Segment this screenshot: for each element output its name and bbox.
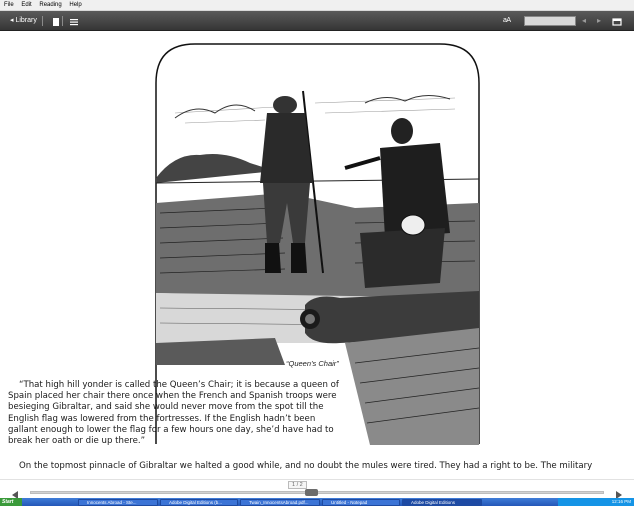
taskbar-item[interactable]: Adobe Digital Editions (b... [160,499,238,506]
taskbar-item[interactable]: Twain_InnocentsAbroad.pdf... [240,499,320,506]
page-slider-thumb[interactable] [305,489,318,496]
library-button[interactable]: ◂ Library [10,17,37,24]
page-indicator: 1 / 2 [288,481,307,489]
fullscreen-icon[interactable] [611,15,623,27]
windows-taskbar [0,498,634,506]
toolbar-divider [42,16,43,26]
reader-toolbar [0,11,634,31]
next-result-icon[interactable]: ▸ [596,16,601,25]
start-button[interactable]: Start [0,498,22,506]
menu-help[interactable]: Help [69,2,82,8]
taskbar-item-active[interactable]: Adobe Digital Editions [402,499,482,506]
taskbar-item[interactable]: Innocents Abroad - Ste... [78,499,158,506]
next-page-icon[interactable] [614,487,624,497]
menu-file[interactable]: File [4,2,14,8]
menu-edit[interactable]: Edit [21,2,32,8]
search-input[interactable] [524,16,576,26]
menu-reading[interactable]: Reading [39,2,62,8]
previous-result-icon[interactable]: ◂ [581,16,586,25]
bookmark-icon[interactable] [50,15,62,27]
system-tray-clock: 12:16 PM [558,498,634,506]
body-paragraph: “That high hill yonder is called the Queen’s Chair; it is because a queen of Spain placed her chair there once when the French and Spanish troops were besieging Gibraltar, and said she would never move from the spot till the English flag was lowered from the fortresses. If the English hadn’t been gallant enough to lower the flag for a few hours one day, she’d have had to break her oath or die up there.” [8,380,339,447]
page-navigation-bar [0,479,634,498]
book-page [0,31,634,479]
toolbar-divider [62,16,63,26]
previous-page-icon[interactable] [10,487,20,497]
menu-bar [0,0,634,11]
body-paragraph: On the topmost pinnacle of Gibraltar we halted a good while, and no doubt the mules were tired. They had a right to be. The military [19,461,593,471]
illustration-caption: “Queen’s Chair” [286,359,339,368]
taskbar-item[interactable]: Untitled - Notepad [322,499,400,506]
table-of-contents-icon[interactable] [68,15,80,27]
font-size-button[interactable]: aA [503,17,511,24]
